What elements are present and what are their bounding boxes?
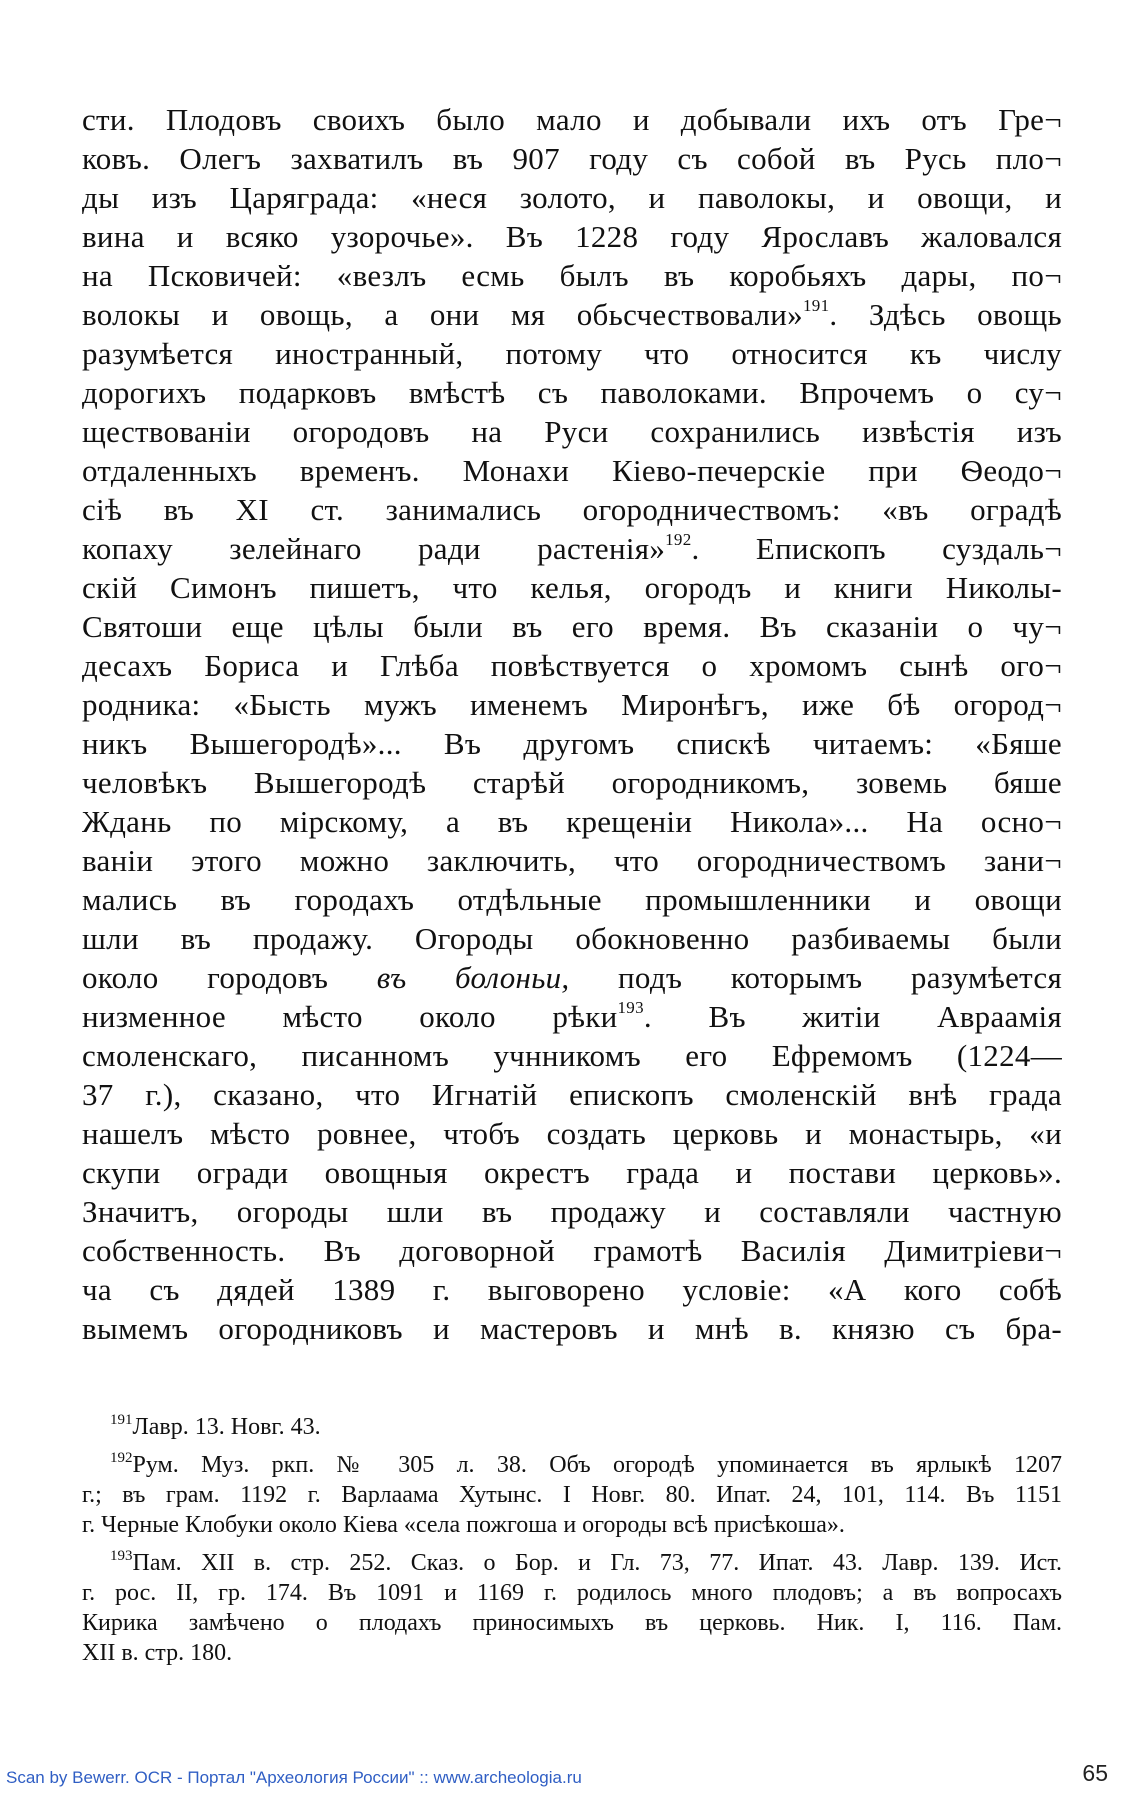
footnote-line	[82, 1548, 1062, 1578]
page-number: 65	[1082, 1760, 1108, 1786]
footnote-text: Рум. Муз. ркп. № 305 л. 38. Объ огородѣ упоминается въ ярлыкѣ 1207	[132, 1452, 1062, 1478]
footnotes	[82, 1412, 1062, 1668]
text-line: родника: «Бысть мужъ именемъ Миронѣгъ, иже бѣ огород¬	[82, 687, 1062, 722]
text-line: скупи огради овощныя окрестъ града и постави церковь».	[82, 1155, 1062, 1190]
text-line: ваніи этого можно заключить, что огородничествомъ зани¬	[82, 843, 1062, 878]
text-line	[82, 295, 1062, 334]
text-line: ковъ. Олегъ захватилъ въ 907 году съ собой въ Русь пло¬	[82, 141, 1062, 176]
footnote-line	[82, 1638, 1062, 1668]
footnote-text: Лавр. 13. Новг. 43.	[132, 1414, 321, 1440]
text-line: сіѣ въ XI ст. занимались огородничествомъ: «въ оградѣ	[82, 492, 1062, 527]
text-line	[82, 958, 1062, 997]
scan-credit-link[interactable]: Scan by Bewerr. OCR - Портал "Археология России" :: www.archeologia.ru	[6, 1768, 582, 1787]
text-line: десахъ Бориса и Глѣба повѣствуется о хромомъ сынѣ ого¬	[82, 648, 1062, 683]
footnote-gap	[82, 1442, 1062, 1450]
text-line: Значитъ, огороды шли въ продажу и составляли частную	[82, 1194, 1062, 1229]
footnote-number: 191	[110, 1412, 133, 1428]
text-line: вымемъ огородниковъ и мастеровъ и мнѣ в. князю съ бра-	[82, 1311, 1062, 1346]
footnote-text: г. Черные Клобуки около Кіева «села пожгоша и огороды всѣ присѣкоша».	[82, 1512, 845, 1538]
text-line	[82, 529, 1062, 568]
footnote-text: г.; въ грам. 1192 г. Варлаама Хутынс. I Новг. 80. Ипат. 24, 101, 114. Въ 1151	[82, 1482, 1062, 1508]
text-line	[82, 997, 1062, 1036]
footnote-text: XII в. стр. 180.	[82, 1640, 233, 1666]
italic-term: въ болоньи,	[376, 960, 570, 995]
text-line: шли въ продажу. Огороды обокновенно разбиваемы были	[82, 921, 1062, 956]
text-line: собственность. Въ договорной грамотѣ Василія Димитріеви¬	[82, 1233, 1062, 1268]
text-segment: . Епископъ суздаль¬	[691, 531, 1062, 566]
footnote-text: Пам. XII в. стр. 252. Сказ. о Бор. и Гл. 73, 77. Ипат. 43. Лавр. 139. Ист.	[132, 1550, 1062, 1576]
footnote-number: 192	[110, 1450, 133, 1466]
main-text	[82, 100, 1062, 1348]
footnote-line	[82, 1412, 1062, 1442]
footnote-gap	[82, 1540, 1062, 1548]
text-line: ды изъ Царяграда: «неся золото, и паволокы, и овощи, и	[82, 180, 1062, 215]
text-line: мались въ городахъ отдѣльные промышленники и овощи	[82, 882, 1062, 917]
footnote-line	[82, 1578, 1062, 1608]
footnote-ref: 191	[802, 296, 830, 315]
text-line: скій Симонъ пишетъ, что келья, огородъ и книги Николы-	[82, 570, 1062, 605]
footnote-line	[82, 1480, 1062, 1510]
text-line: Ждань по мірскому, а въ крещеніи Никола»... На осно¬	[82, 804, 1062, 839]
footnote-line	[82, 1608, 1062, 1638]
text-line: нашелъ мѣсто ровнее, чтобъ создать церковь и монастырь, «и	[82, 1116, 1062, 1151]
footnote-text: г. рос. II, гр. 174. Въ 1091 и 1169 г. родилось много плодовъ; а въ вопросахъ	[82, 1580, 1062, 1606]
text-segment: . Въ житіи Авраамія	[643, 999, 1062, 1034]
text-segment: волокы и овощь, а они мя обьсчествовали»	[82, 297, 803, 332]
text-line: 37 г.), сказано, что Игнатій епископъ смоленскій внѣ града	[82, 1077, 1062, 1112]
text-line: Святоши еще цѣлы были въ его время. Въ сказаніи о чу¬	[82, 609, 1062, 644]
text-line: сти. Плодовъ своихъ было мало и добывали ихъ отъ Гре¬	[82, 102, 1062, 137]
text-line: ществованіи огородовъ на Руси сохранились извѣстія изъ	[82, 414, 1062, 449]
footnote-line	[82, 1450, 1062, 1480]
text-line: никъ Вышегородѣ»... Въ другомъ спискѣ читаемъ: «Бяше	[82, 726, 1062, 761]
text-segment: копаху зелейнаго ради растенія»	[82, 531, 666, 566]
text-segment: подъ которымъ разумѣется	[569, 960, 1062, 995]
text-line: на Псковичей: «везлъ есмь былъ въ коробьяхъ дары, по¬	[82, 258, 1062, 293]
text-line: человѣкъ Вышегородѣ старѣй огородникомъ, зовемь бяше	[82, 765, 1062, 800]
text-line: разумѣется иностранный, потому что относится къ числу	[82, 336, 1062, 371]
footnote-ref: 193	[617, 998, 644, 1017]
text-line: дорогихъ подарковъ вмѣстѣ съ паволоками. Впрочемъ о су¬	[82, 375, 1062, 410]
text-segment: . Здѣсь овощь	[829, 297, 1062, 332]
text-segment: низменное мѣсто около рѣки	[82, 999, 618, 1034]
footnote-text: Кирика замѣчено о плодахъ приносимыхъ въ церковь. Ник. I, 116. Пам.	[82, 1610, 1062, 1636]
page-footer	[0, 1758, 1140, 1788]
footnote-line	[82, 1510, 1062, 1540]
text-line: отдаленныхъ временъ. Монахи Кіево-печерскіе при Ѳеодо¬	[82, 453, 1062, 488]
footnote-number: 193	[110, 1548, 133, 1564]
text-line: смоленскаго, писанномъ учнникомъ его Ефремомъ (1224—	[82, 1038, 1062, 1073]
footnote-ref: 192	[665, 530, 692, 549]
text-line: ча съ дядей 1389 г. выговорено условіе: «А кого собѣ	[82, 1272, 1062, 1307]
text-line: вина и всяко узорочье». Въ 1228 году Ярославъ жаловался	[82, 219, 1062, 254]
text-segment: около городовъ	[82, 960, 377, 995]
